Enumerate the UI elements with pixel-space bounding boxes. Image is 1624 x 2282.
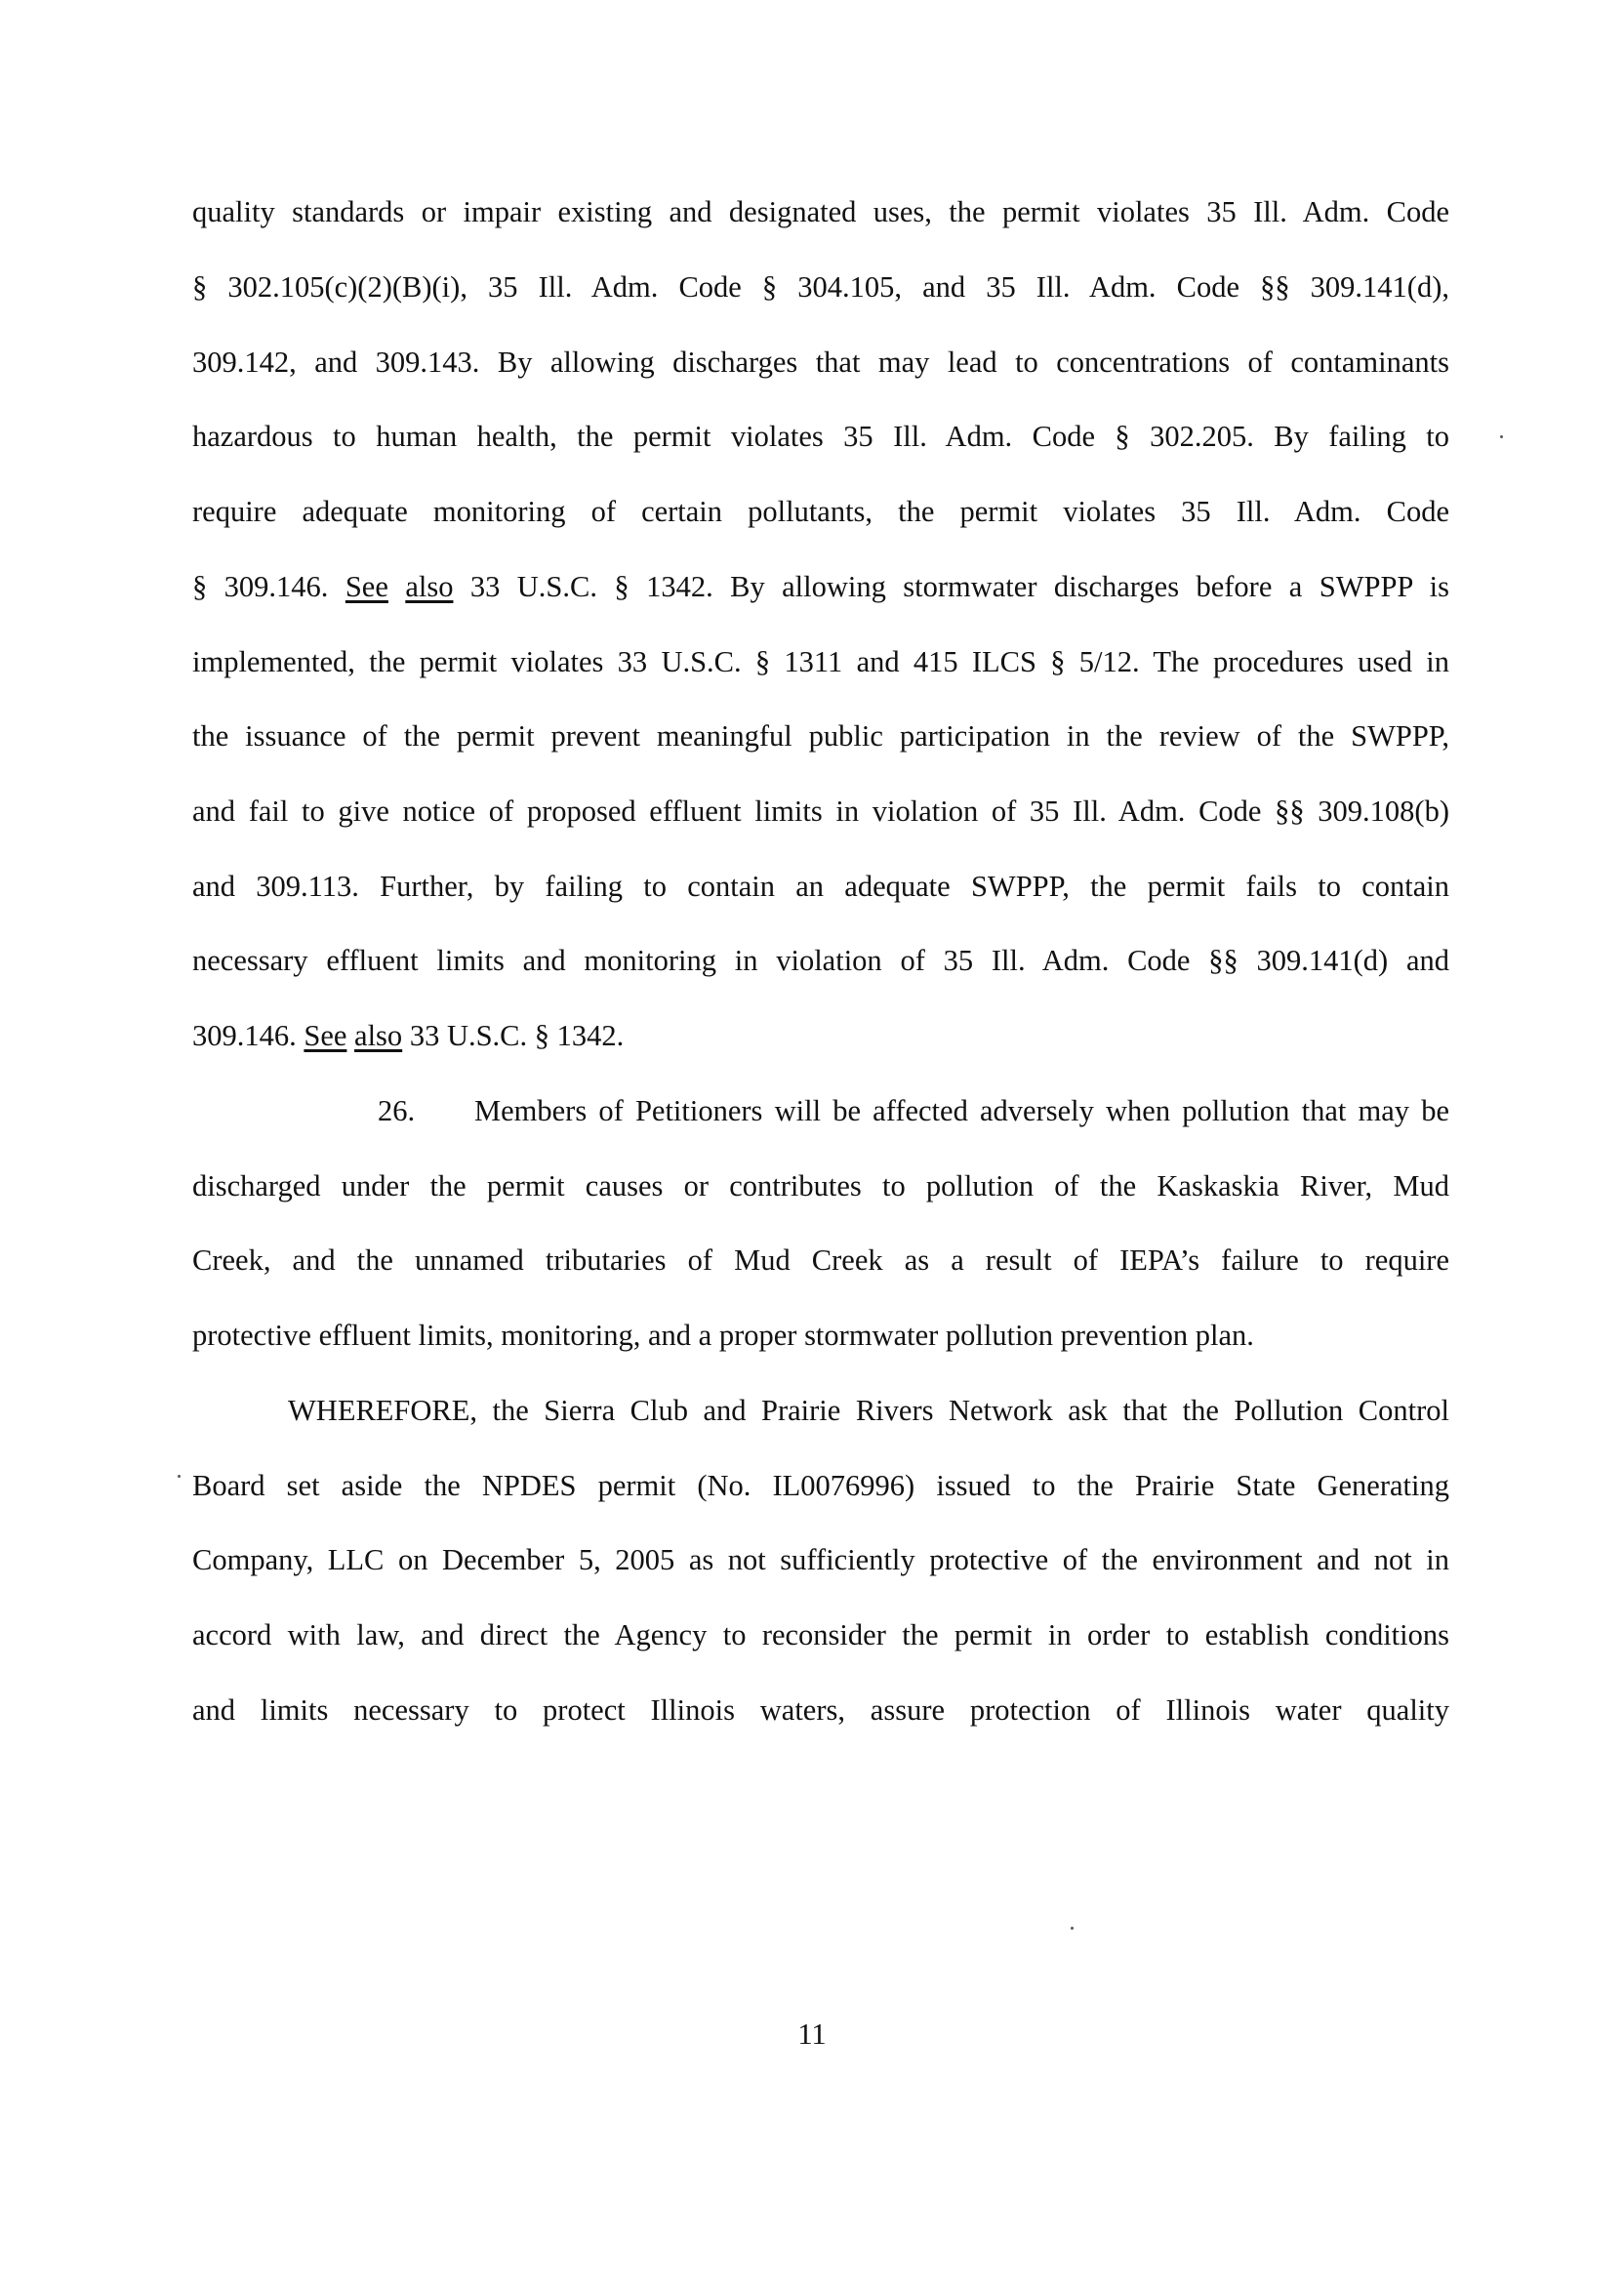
text-line <box>192 568 1449 605</box>
scan-speck <box>178 1475 181 1478</box>
scan-speck <box>1071 1927 1074 1930</box>
see-also-citation: also <box>354 1019 403 1052</box>
see-also-citation: See <box>345 570 388 603</box>
text-run <box>388 570 405 603</box>
text-line: Board set aside the NPDES permit (No. IL0076996) issued to the Prairie State Generating <box>192 1469 1449 1502</box>
text-line: accord with law, and direct the Agency to reconsider the permit in order to establish conditions <box>192 1618 1449 1651</box>
text-line: Company, LLC on December 5, 2005 as not sufficiently protective of the environment and not in <box>192 1543 1449 1576</box>
text-run: 33 U.S.C. § 1342. <box>402 1019 625 1052</box>
text-line: require adequate monitoring of certain pollutants, the permit violates 35 Ill. Adm. Code <box>192 495 1449 528</box>
text-line: § 302.105(c)(2)(B)(i), 35 Ill. Adm. Code § 304.105, and 35 Ill. Adm. Code §§ 309.141(d), <box>192 270 1449 304</box>
text-line <box>192 1017 1449 1054</box>
scan-speck <box>1500 435 1503 438</box>
text-run: § 309.146. <box>192 570 345 603</box>
text-line: implemented, the permit violates 33 U.S.C. § 1311 and 415 ILCS § 5/12. The procedures used in <box>192 645 1449 678</box>
text-line: protective effluent limits, monitoring, and a proper stormwater pollution prevention plan. <box>192 1319 1254 1352</box>
text-line: the issuance of the permit prevent meaningful public participation in the review of the SWPPP, <box>192 719 1449 753</box>
page-number: 11 <box>797 2017 827 2051</box>
text-line: Creek, and the unnamed tributaries of Mud Creek as a result of IEPA’s failure to require <box>192 1243 1449 1277</box>
wherefore-first-line: WHEREFORE, the Sierra Club and Prairie Rivers Network ask that the Pollution Control <box>288 1394 1449 1427</box>
text-run: 33 U.S.C. § 1342. By allowing stormwater discharges before a SWPPP is <box>453 570 1450 603</box>
text-line: and limits necessary to protect Illinois waters, assure protection of Illinois water quality <box>192 1693 1449 1727</box>
text-line: and fail to give notice of proposed effluent limits in violation of 35 Ill. Adm. Code §§ 309.108(b) <box>192 795 1449 828</box>
text-line: and 309.113. Further, by failing to contain an adequate SWPPP, the permit fails to contain <box>192 870 1449 903</box>
text-run: Members of Petitioners will be affected adversely when pollution that may be <box>474 1094 1449 1127</box>
see-also-citation: See <box>304 1019 347 1052</box>
see-also-citation: also <box>405 570 454 603</box>
text-line: quality standards or impair existing and designated uses, the permit violates 35 Ill. Adm. Code <box>192 195 1449 228</box>
text-line: 309.142, and 309.143. By allowing discharges that may lead to concentrations of contaminants <box>192 346 1449 379</box>
text-run <box>346 1019 354 1052</box>
text-line: discharged under the permit causes or contributes to pollution of the Kaskaskia River, Mud <box>192 1169 1449 1202</box>
text-line: necessary effluent limits and monitoring in violation of 35 Ill. Adm. Code §§ 309.141(d) and <box>192 944 1449 977</box>
paragraph-number: 26. <box>378 1094 416 1127</box>
text-line: hazardous to human health, the permit violates 35 Ill. Adm. Code § 302.205. By failing to <box>192 420 1449 453</box>
text-run: 309.146. <box>192 1019 304 1052</box>
